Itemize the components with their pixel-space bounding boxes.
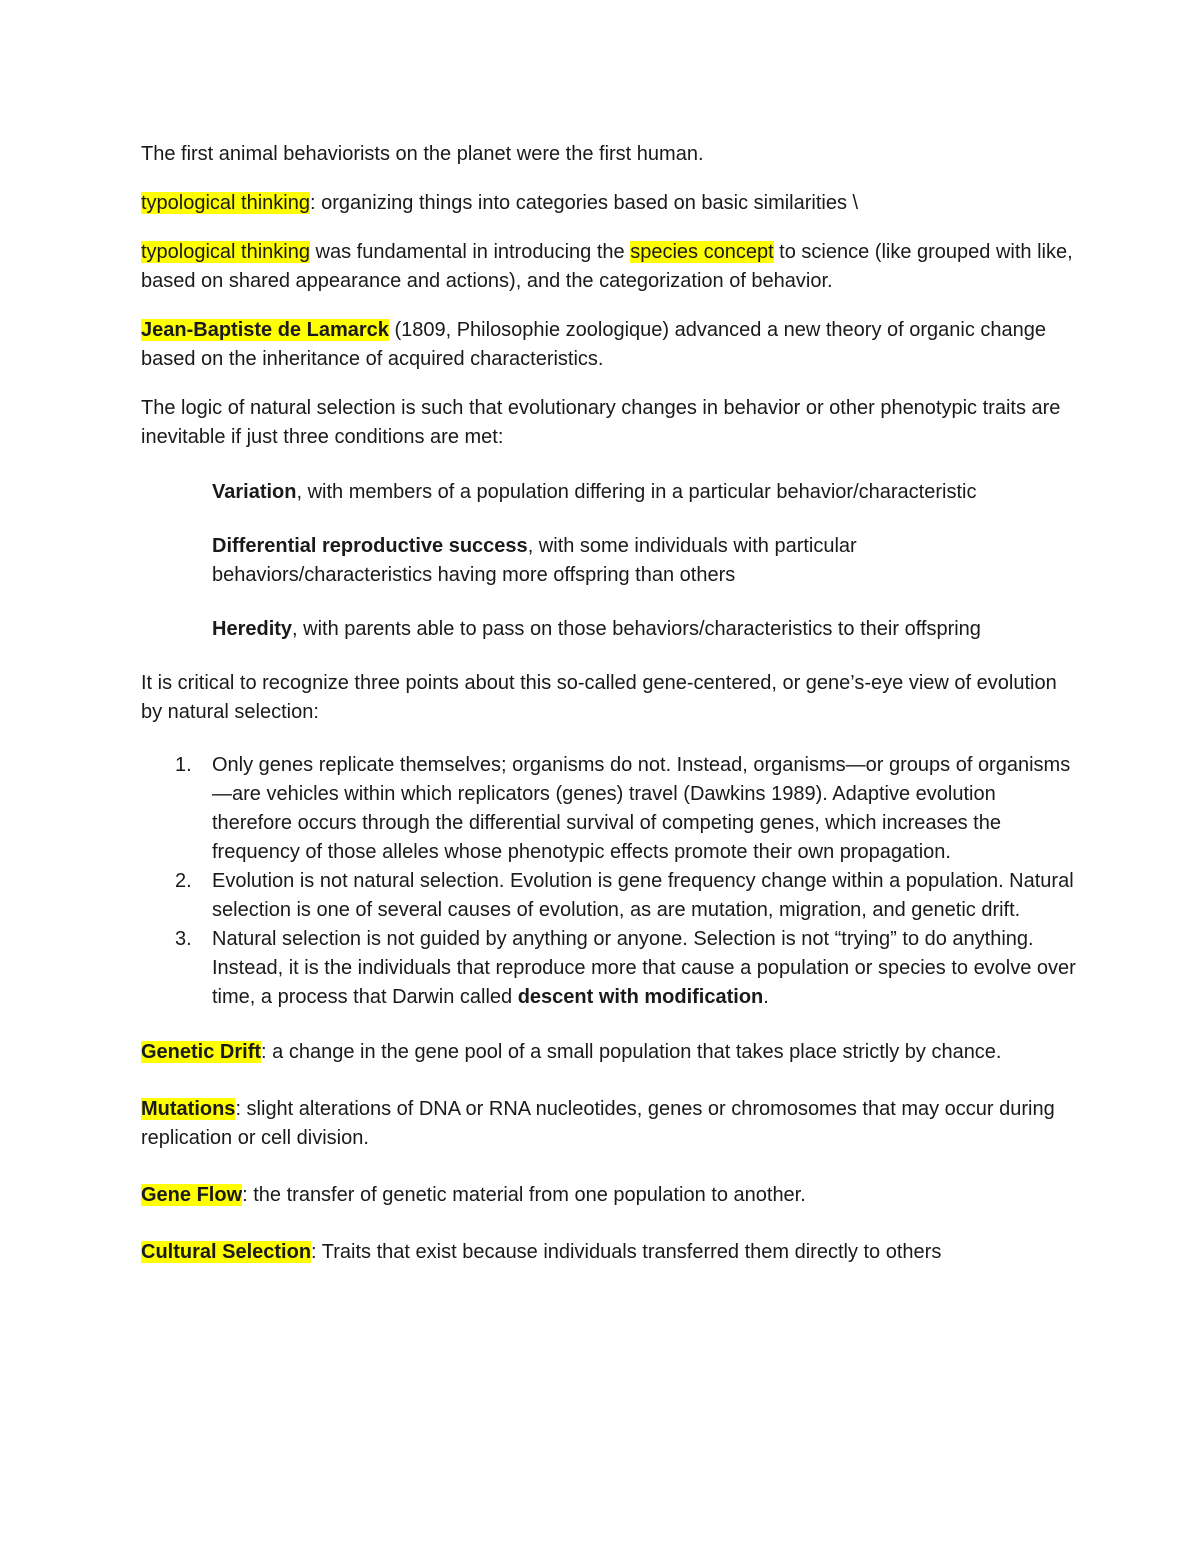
highlighted-term: typological thinking [141,241,310,263]
condition-item [212,532,1076,590]
definition-genetic-drift [141,1038,1076,1067]
definition-mutations [141,1095,1076,1153]
list-number: 1. [175,754,192,776]
definition-text: : slight alterations of DNA or RNA nucleotides, genes or chromosomes that may occur during replication or cell division. [141,1098,1055,1149]
paragraph-text: (1809, Philosophie zoologique) advanced a new theory of organic change based on the inheritance of acquired characteristics. [141,319,1047,370]
term-colon: : [310,192,316,214]
condition-item [212,478,1076,507]
condition-text: , with members of a population differing in a particular behavior/characteristic [296,481,977,503]
list-item [141,867,1076,925]
definition-text: : Traits that exist because individuals transferred them directly to others [311,1241,942,1263]
list-number: 3. [175,928,192,950]
list-item [141,925,1076,1012]
paragraph-text: was fundamental in introducing the [310,241,631,263]
critical-paragraph: It is critical to recognize three points about this so-called gene-centered, or gene’s-eye view of evolution by natural selection: [141,672,1057,723]
condition-term: Heredity [212,618,293,640]
list-text: Evolution is not natural selection. Evolution is gene frequency change within a population. Natural selection is one of several causes of evolution, as are mutation, migration, and genetic drift. [212,870,1074,921]
numbered-list [141,751,1076,1012]
highlighted-term: typological thinking [141,192,310,214]
condition-text: , with some individuals with particular behaviors/characteristics having more offspring than others [212,535,857,586]
conditions-list [141,478,1076,644]
definition-text: organizing things into categories based on basic similarities \ [315,192,859,214]
list-number: 2. [175,870,192,892]
highlighted-term: Gene Flow [141,1184,243,1206]
definition-text: : a change in the gene pool of a small population that takes place strictly by chance. [261,1041,1002,1063]
list-text-end: . [763,986,769,1008]
definition-text: : the transfer of genetic material from one population to another. [242,1184,806,1206]
definition-cultural-selection [141,1238,1076,1267]
highlighted-term: Genetic Drift [141,1041,262,1063]
highlighted-species-concept: species concept [630,241,774,263]
condition-term: Variation [212,481,297,503]
lamarck-paragraph [141,316,1076,374]
typological-paragraph [141,238,1076,296]
paragraph-text: to science (like grouped with like, based on shared appearance and actions), and the categorization of behavior. [141,241,1073,292]
list-item [141,751,1076,867]
condition-text: , with parents able to pass on those behaviors/characteristics to their offspring [292,618,981,640]
typological-definition [141,189,1076,218]
logic-paragraph: The logic of natural selection is such that evolutionary changes in behavior or other phenotypic traits are inevitable if just three conditions are met: [141,397,1061,448]
highlighted-lamarck-name: Jean-Baptiste de Lamarck [141,319,389,341]
list-text: Only genes replicate themselves; organisms do not. Instead, organisms—or groups of organisms—are vehicles within which replicators (genes) travel (Dawkins 1989). Adaptive evolution therefore occurs through the differential survival of competing genes, which increases the frequency of those alleles whose phenotypic effects promote their own propagation. [212,754,1071,863]
highlighted-term: Mutations [141,1098,236,1120]
intro-sentence: The first animal behaviorists on the planet were the first human. [141,143,704,165]
condition-item [212,615,1076,644]
list-text: Natural selection is not guided by anything or anyone. Selection is not “trying” to do anything. Instead, it is the individuals that reproduce more that cause a population or species to evolve over time, a process that Darwin called [212,928,1076,1008]
condition-term: Differential reproductive success [212,535,528,557]
definition-gene-flow [141,1181,1076,1210]
bold-phrase: descent with modification [517,986,764,1008]
highlighted-term: Cultural Selection [141,1241,312,1263]
document-body [141,140,1076,1295]
